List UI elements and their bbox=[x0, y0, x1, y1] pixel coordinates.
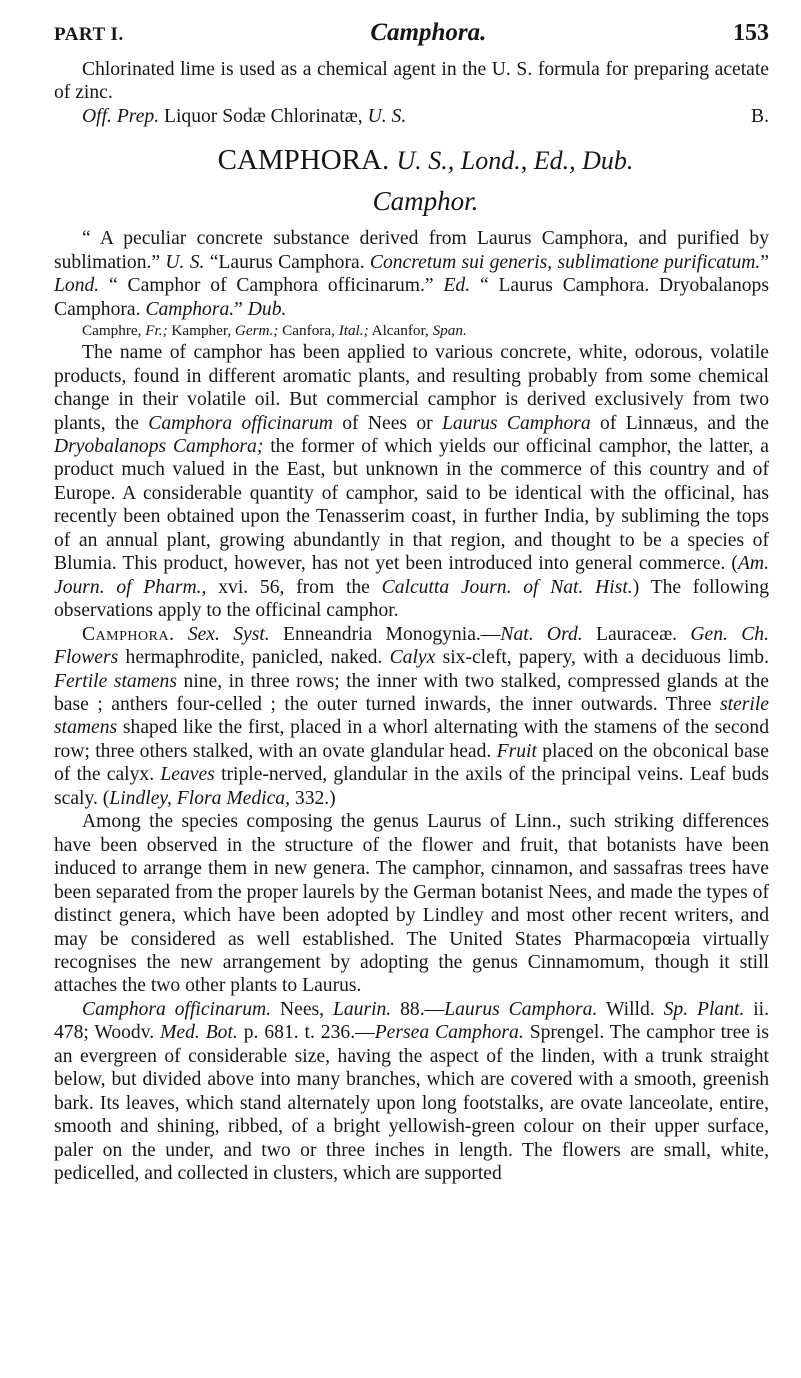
heading-main: CAMPHORA. bbox=[217, 144, 390, 177]
off-prep-end: B. bbox=[751, 105, 769, 127]
off-prep-source: U. S. bbox=[367, 105, 407, 127]
officinal-preparation bbox=[54, 105, 769, 128]
synonyms-line: Camphre, Fr.; Kampher, Germ.; Canfora, Ital.; Alcanfor, Span. bbox=[82, 322, 467, 340]
body-paragraph-botany: Camphora. Sex. Syst. Enneandria Monogynia.—Nat. Ord. Lauraceæ. Gen. Ch. Flowers hermaphrodite, panicled, naked. Calyx six-cleft, papery, with a deciduous limb. Fertile stamens nine, in three rows; the inner with two stalked, compressed glands at the base ; anthers four-celled ; the outer turned inwards, the inner outwards. Three sterile stamens shaped like the first, placed in a whorl alternating with the stamens of the second row; three others stalked, with an ovate glandular head. Fruit placed on the obconical base of the calyx. Leaves triple-nerved, glandular in the axils of the principal veins. Leaf buds scaly. (Lindley, Flora Medica, 332.) bbox=[54, 623, 770, 809]
page-number: 153 bbox=[733, 20, 769, 46]
off-prep-label: Off. Prep. bbox=[82, 105, 160, 127]
article-subheading: Camphor. bbox=[372, 186, 479, 217]
running-title: Camphora. bbox=[370, 19, 487, 46]
heading-sources: U. S., Lond., Ed., Dub. bbox=[396, 146, 634, 176]
definition-paragraph: “ A peculiar concrete substance derived from Laurus Camphora, and purified by sublimation.” U. S. “Laurus Camphora. Concretum sui generis, sublimatione purificatum.” Lond. “ Camphor of Camphora officinarum.” Ed. “ Laurus Camphora. Dryobalanops Camphora. Camphora.” Dub. bbox=[54, 228, 769, 320]
body-paragraph-genera: Among the species composing the genus Laurus of Linn., such striking differences have been observed in the structure of the flower and fruit, that botanists have been induced to arrange them in new genera. The camphor, cinnamon, and sassafras trees have been separated from the proper laurels by the German botanist Nees, and made the types of distinct genera, which have been adopted by Lindley and most other recent writers, and may be considered as well established. The United States Pharmacopœia virtually recognises the new arrangement by adopting the genus Cinnamomum, though it still attaches the two other plants to Laurus. bbox=[54, 811, 769, 997]
intro-paragraph: Chlorinated lime is used as a chemical agent in the U. S. formula for preparing acetate of zinc. bbox=[54, 59, 769, 104]
running-head bbox=[54, 18, 769, 50]
body-paragraph-origin: The name of camphor has been applied to various concrete, white, odorous, volatile products, found in different aromatic plants, and resulting probably from some chemical change in their volatile oil. But commercial camphor is derived exclusively from two plants, the Camphora officinarum of Nees or Laurus Camphora of Linnæus, and the Dryobalanops Camphora; the former of which yields our officinal camphor, the latter, a product much valued in the East, but unknown in the commerce of this country and of Europe. A considerable quantity of camphor, said to be identical with the officinal, has recently been obtained upon the Tenasserim coast, in further India, by subliming the tops of an annual plant, growing abundantly in that region, and thought to be a species of Blumia. This product, however, has not yet been introduced into general commerce. (Am. Journ. of Pharm., xvi. 56, from the Calcutta Journ. of Nat. Hist.) The following observations apply to the officinal camphor. bbox=[54, 342, 770, 622]
body-paragraph-tree: Camphora officinarum. Nees, Laurin. 88.—Laurus Camphora. Willd. Sp. Plant. ii. 478; Woodv. Med. Bot. p. 681. t. 236.—Persea Camphora. Sprengel. The camphor tree is an evergreen of considerable size, having the aspect of the linden, with a trunk straight below, but divided above into many branches, which are covered with a smooth, greenish bark. Its leaves, which stand alternately upon long footstalks, are ovate lanceolate, entire, smooth and shining, ribbed, of a bright yellowish-green colour on their upper surface, paler on the under, and two or three inches in length. The flowers are small, white, pedicelled, and collected in clusters, which are supported bbox=[54, 998, 770, 1185]
part-label: PART I. bbox=[54, 24, 124, 45]
article-heading bbox=[54, 140, 769, 181]
off-prep-text: Liquor Sodæ Chlorinatæ, bbox=[164, 105, 363, 127]
